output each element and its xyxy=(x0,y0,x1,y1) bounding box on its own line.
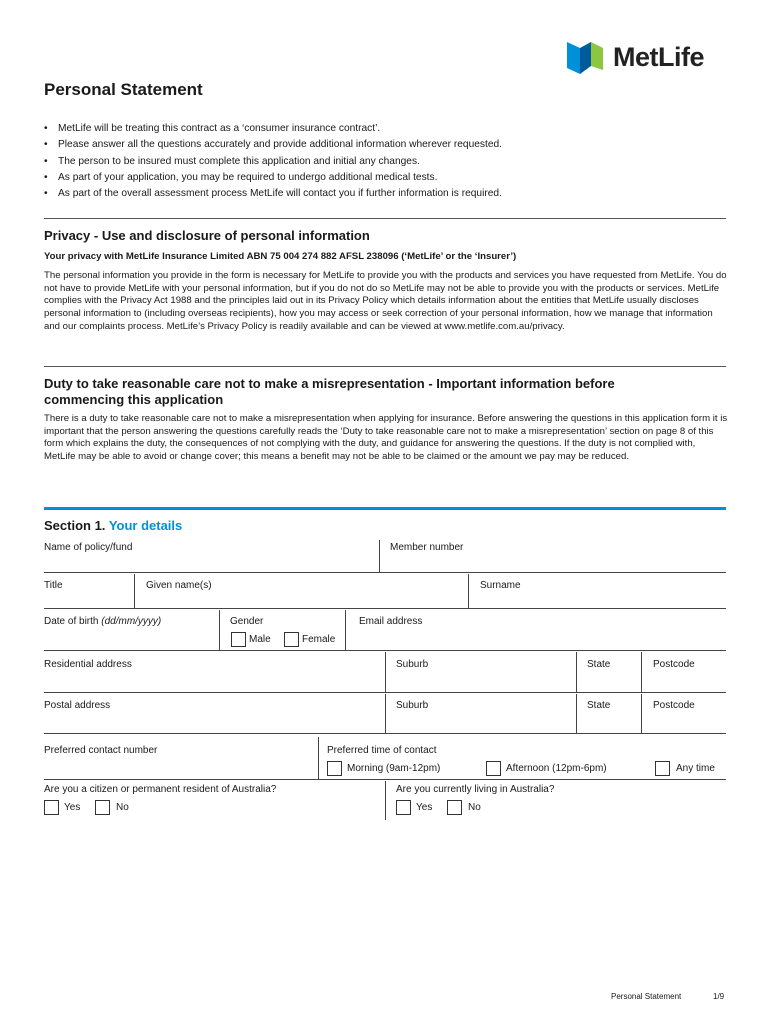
dob-field[interactable] xyxy=(44,632,216,648)
email-label: Email address xyxy=(359,616,423,627)
preferred-time-label: Preferred time of contact xyxy=(327,745,437,756)
citizen-yes-checkbox[interactable] xyxy=(44,800,59,815)
citizen-question: Are you a citizen or permanent resident of Australia? xyxy=(44,784,277,795)
bullet-item: • MetLife will be treating this contract as a ‘consumer insurance contract’. xyxy=(44,121,734,137)
postal-suburb-field[interactable] xyxy=(396,715,574,733)
any-time-checkbox[interactable] xyxy=(655,761,670,776)
policy-fund-field[interactable] xyxy=(44,556,378,572)
policy-fund-label: Name of policy/fund xyxy=(44,542,133,553)
residential-postcode-field[interactable] xyxy=(653,674,726,692)
state-label: State xyxy=(587,659,611,670)
state-label: State xyxy=(587,700,611,711)
citizen-no-checkbox[interactable] xyxy=(95,800,110,815)
citizen-yes-label: Yes xyxy=(64,802,81,813)
metlife-logo-icon xyxy=(567,40,607,76)
field-rule xyxy=(44,650,726,651)
suburb-label: Suburb xyxy=(396,700,429,711)
member-number-label: Member number xyxy=(390,542,464,553)
divider xyxy=(44,218,726,219)
afternoon-label: Afternoon (12pm-6pm) xyxy=(506,763,607,774)
bullet-item: • As part of your application, you may be required to undergo additional medical tests. xyxy=(44,170,734,186)
morning-checkbox[interactable] xyxy=(327,761,342,776)
footer-label: Personal Statement xyxy=(611,992,682,1001)
postal-address-field[interactable] xyxy=(44,715,382,733)
postcode-label: Postcode xyxy=(653,659,695,670)
field-separator xyxy=(468,574,469,608)
given-names-label: Given name(s) xyxy=(146,580,212,591)
dob-format-hint: (dd/mm/yyyy) xyxy=(101,616,162,627)
duty-body: There is a duty to take reasonable care not to make a misrepresentation when applying for insurance. Before answering the questions in this application form it is important that the person answering the questions carefully reads the ‘Duty to take reasonable care not to make a misrepresentation’ section on page 8 of this form which explains the duty, the consequences of not complying with the duty, and guidance for answering the questions. If the duty is not complied with, MetLife may be able to avoid or change cover; this means a benefit may not be able to be claimed or the amount we pay may be reduced. xyxy=(44,413,728,463)
field-separator xyxy=(385,694,386,733)
field-separator xyxy=(134,574,135,608)
field-separator xyxy=(345,610,346,650)
residential-suburb-field[interactable] xyxy=(396,674,574,692)
field-rule xyxy=(44,572,726,573)
citizen-no-label: No xyxy=(116,802,129,813)
female-label: Female xyxy=(302,634,336,645)
field-rule xyxy=(44,608,726,609)
male-label: Male xyxy=(249,634,271,645)
metlife-logo xyxy=(567,40,727,76)
postcode-label: Postcode xyxy=(653,700,695,711)
living-no-checkbox[interactable] xyxy=(447,800,462,815)
surname-label: Surname xyxy=(480,580,521,591)
logo-wordmark: MetLife xyxy=(613,42,704,72)
residential-state-field[interactable] xyxy=(587,674,639,692)
female-checkbox[interactable] xyxy=(284,632,299,647)
any-time-label: Any time xyxy=(676,763,715,774)
given-names-field[interactable] xyxy=(146,594,466,608)
email-field[interactable] xyxy=(359,632,726,648)
page-title: Personal Statement xyxy=(44,80,203,99)
duty-heading: Duty to take reasonable care not to make a misrepresentation - Important information before commencing this application xyxy=(44,376,615,407)
title-label: Title xyxy=(44,580,63,591)
postal-postcode-field[interactable] xyxy=(653,715,726,733)
residential-address-label: Residential address xyxy=(44,659,132,670)
bullet-item: • The person to be insured must complete this application and initial any changes. xyxy=(44,154,734,170)
field-rule xyxy=(44,692,726,693)
section-title xyxy=(44,518,182,533)
residential-address-field[interactable] xyxy=(44,674,382,692)
living-yes-label: Yes xyxy=(416,802,433,813)
field-rule xyxy=(44,779,726,780)
field-separator xyxy=(318,737,319,779)
field-separator xyxy=(219,610,220,650)
living-question: Are you currently living in Australia? xyxy=(396,784,555,795)
male-checkbox[interactable] xyxy=(231,632,246,647)
intro-bullets xyxy=(44,121,734,202)
title-field[interactable] xyxy=(44,594,132,608)
dob-label xyxy=(44,616,161,627)
preferred-contact-number-field[interactable] xyxy=(44,760,314,778)
dob-label-text: Date of birth xyxy=(44,616,99,627)
postal-state-field[interactable] xyxy=(587,715,639,733)
section-rule xyxy=(44,507,726,510)
section-name: Your details xyxy=(108,518,183,533)
living-no-label: No xyxy=(468,802,481,813)
field-rule xyxy=(44,733,726,734)
privacy-heading: Privacy - Use and disclosure of personal information xyxy=(44,228,370,243)
member-number-field[interactable] xyxy=(390,556,726,572)
field-separator xyxy=(641,652,642,692)
living-yes-checkbox[interactable] xyxy=(396,800,411,815)
field-separator xyxy=(576,652,577,692)
divider xyxy=(44,366,726,367)
field-separator xyxy=(379,540,380,572)
gender-label: Gender xyxy=(230,616,264,627)
privacy-body: The personal information you provide in the form is necessary for MetLife to provide you with the products and services you have requested from MetLife. You do not have to provide MetLife with your personal information, but if you do not do so MetLife may not be able to provide you with the products or services. MetLife complies with the Privacy Act 1988 and the principles laid out in its Privacy Policy which details information about the entities that MetLife usually discloses personal information to (including overseas recipients), how you may access or seek correction of your personal information, how we manage that information and our complaints process. MetLife’s Privacy Policy is readily available and can be viewed at www.metlife.com.au/privacy. xyxy=(44,270,727,332)
preferred-contact-number-label: Preferred contact number xyxy=(44,745,158,756)
suburb-label: Suburb xyxy=(396,659,429,670)
page-number: 1/9 xyxy=(713,992,725,1001)
bullet-item: • Please answer all the questions accurately and provide additional information wherever requested. xyxy=(44,137,734,153)
field-separator xyxy=(385,781,386,820)
field-separator xyxy=(641,694,642,733)
postal-address-label: Postal address xyxy=(44,700,111,711)
afternoon-checkbox[interactable] xyxy=(486,761,501,776)
privacy-subheading: Your privacy with MetLife Insurance Limited ABN 75 004 274 882 AFSL 238096 (‘MetLife’ or the ‘Insurer’) xyxy=(44,251,517,262)
field-separator xyxy=(385,652,386,692)
morning-label: Morning (9am-12pm) xyxy=(347,763,441,774)
section-number: Section 1. xyxy=(44,518,106,533)
surname-field[interactable] xyxy=(480,594,726,608)
field-separator xyxy=(576,694,577,733)
bullet-item: • As part of the overall assessment process MetLife will contact you if further information is required. xyxy=(44,186,734,202)
